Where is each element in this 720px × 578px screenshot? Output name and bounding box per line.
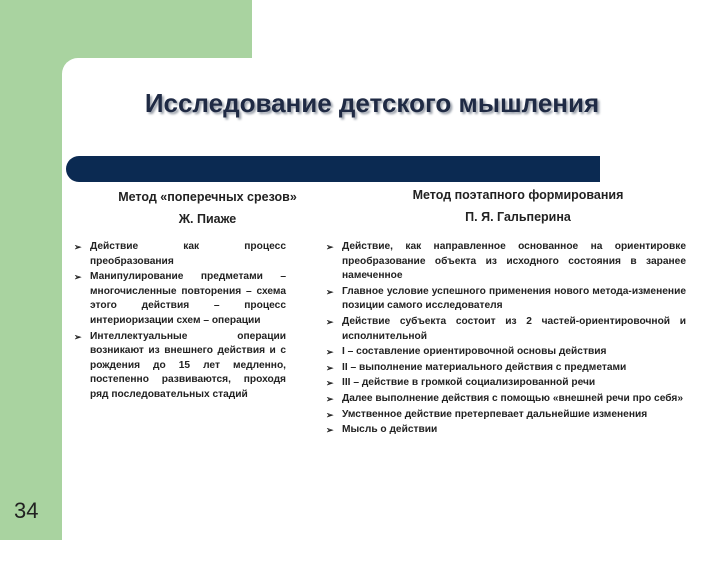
slide-title: Исследование детского мышления	[144, 88, 600, 118]
list-item-text: Действие как процесс преобразования	[90, 241, 286, 267]
left-bullet-list	[74, 240, 286, 404]
arrow-bullet-icon: ➢	[326, 362, 334, 373]
arrow-bullet-icon: ➢	[74, 242, 82, 252]
list-item-text: Мысль о действии	[342, 424, 438, 436]
list-item-text: II – выполнение материального действия с предметами	[342, 361, 627, 373]
list-item	[326, 240, 686, 284]
right-column-heading	[344, 184, 692, 228]
right-heading-line1: Метод поэтапного формирования	[412, 188, 624, 202]
list-item	[326, 423, 686, 438]
arrow-bullet-icon: ➢	[326, 409, 334, 420]
list-item	[326, 376, 686, 391]
right-bullet-list	[326, 240, 686, 439]
list-item-text: Главное условие успешного применения нового метода-изменение позиции самого исследователя	[342, 285, 686, 312]
list-item	[326, 392, 686, 407]
list-item	[74, 330, 286, 403]
arrow-bullet-icon: ➢	[326, 378, 334, 389]
left-column-heading	[80, 186, 335, 230]
list-item	[326, 408, 686, 423]
arrow-bullet-icon: ➢	[326, 242, 334, 252]
list-item-text: I – составление ориентировочной основы действия	[342, 346, 607, 358]
list-item-text: III – действие в громкой социализированной речи	[342, 377, 596, 389]
list-item	[326, 315, 686, 344]
arrow-bullet-icon: ➢	[326, 425, 334, 436]
list-item-text: Умственное действие претерпевает дальнейшие изменения	[342, 408, 648, 420]
arrow-bullet-icon: ➢	[326, 393, 334, 404]
list-item	[326, 361, 686, 376]
list-item	[326, 285, 686, 314]
list-item-text: Манипулирование предметами – многочисленные повторения – схема этого действия – процесс интериоризации схем – операции	[90, 271, 286, 326]
right-heading-line2: П. Я. Гальперина	[465, 210, 571, 224]
arrow-bullet-icon: ➢	[74, 272, 82, 283]
arrow-bullet-icon: ➢	[326, 347, 334, 358]
left-heading-line1: Метод «поперечных срезов»	[118, 190, 297, 204]
title-underline-bar	[66, 156, 600, 182]
list-item	[74, 270, 286, 328]
list-item	[326, 345, 686, 360]
page-number: 34	[14, 498, 39, 523]
left-heading-line2: Ж. Пиаже	[178, 212, 237, 226]
arrow-bullet-icon: ➢	[326, 316, 334, 327]
arrow-bullet-icon: ➢	[74, 331, 82, 342]
list-item	[74, 240, 286, 269]
list-item-text: Далее выполнение действия с помощью «внешней речи про себя»	[342, 392, 684, 404]
list-item-text: Действие субъекта состоит из 2 частей-ориентировочной и исполнительной	[342, 315, 686, 342]
green-top-block	[0, 0, 252, 64]
arrow-bullet-icon: ➢	[326, 286, 334, 297]
list-item-text: Интеллектуальные операции возникают из внешнего действия и с рождения до 15 лет медленно, постепенно развиваются, проходя ряд последовательных стадий	[90, 330, 286, 400]
list-item-text: Действие, как направленное основанное на ориентировке преобразование объекта из исходного состояния в заранее намеченное	[342, 241, 686, 282]
